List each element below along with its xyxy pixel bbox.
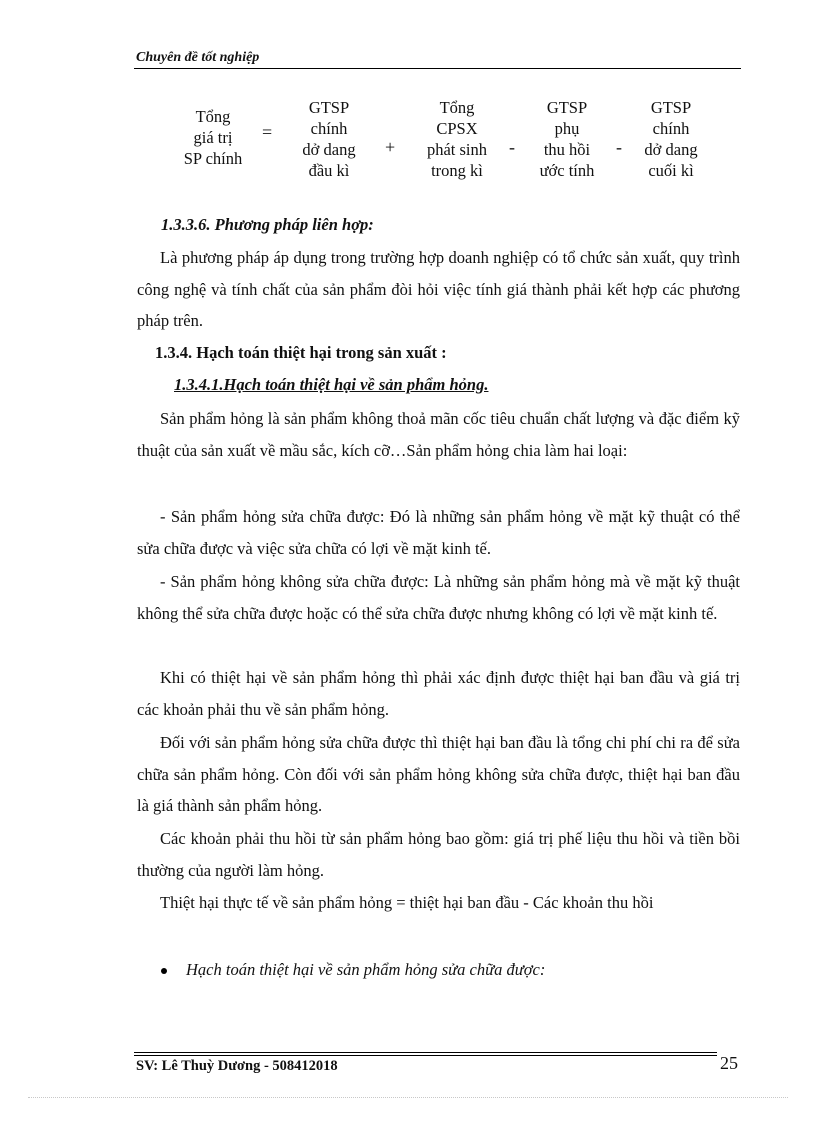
paragraph: - Sản phẩm hỏng không sửa chữa được: Là những sản phẩm hỏng mà về mặt kỹ thuật không thể sửa chữa được hoặc có thể sửa chữa được nhưng không có lợi về mặt kinh tế. [137,572,740,623]
heading-1-3-3-6: 1.3.3.6. Phương pháp liên hợp: [161,215,374,234]
paragraph: Sản phẩm hỏng là sản phẩm không thoả mãn cốc tiêu chuẩn chất lượng và đặc điểm kỹ thuật của sản xuất về mầu sắc, kích cỡ…Sản phẩm hỏng chia làm hai loại: [137,409,740,460]
page-edge-divider [28,1097,788,1098]
paragraph: - Sản phẩm hỏng sửa chữa được: Đó là những sản phẩm hỏng về mặt kỹ thuật có thể sửa chữa được và việc sửa chữa có lợi về mặt kinh tế. [137,507,740,558]
formula-plus: + [385,137,396,157]
formula-term-line: phát sinh [426,140,488,159]
formula-lhs-line: Tổng [195,107,231,126]
formula-term-line: thu hồi [543,140,591,159]
footer-student: SV: Lê Thuỳ Dương - 508412018 [136,1058,338,1074]
formula-term-line: trong kì [431,161,483,180]
formula-term-line: phụ [554,119,580,138]
footer-rule [134,1052,717,1053]
heading-1-3-4: 1.3.4. Hạch toán thiệt hại trong sản xuất : [155,343,447,362]
formula-lhs-line: giá trị [193,128,233,147]
formula-lhs [165,106,261,169]
formula-minus: - [616,137,622,157]
bullet-item: Hạch toán thiệt hại về sản phẩm hỏng sửa chữa được: [186,960,546,979]
paragraph: Các khoản phải thu hồi từ sản phẩm hỏng bao gồm: giá trị phế liệu thu hồi và tiền bồi thường của người làm hỏng. [137,829,740,880]
paragraph: Thiệt hại thực tế về sản phẩm hỏng = thiệt hại ban đầu - Các khoản thu hồi [160,893,654,912]
formula-term-gtsp-dau-ki [284,97,374,181]
formula-term-line: ước tính [539,161,595,180]
formula-lhs-line: SP chính [183,149,243,168]
header-title: Chuyên đề tốt nghiệp [136,50,260,65]
footer-rule [134,1055,717,1056]
paragraph: Là phương pháp áp dụng trong trường hợp doanh nghiệp có tổ chức sản xuất, quy trình công nghệ và tính chất của sản phẩm đòi hỏi việc tính giá thành phải kết hợp các phương pháp trên. [137,248,740,330]
heading-1-3-4-1: 1.3.4.1.Hạch toán thiệt hại về sản phẩm hỏng. [174,375,489,394]
formula-minus: - [509,137,515,157]
formula-term-line: GTSP [308,98,350,117]
formula-term-line: chính [310,119,348,138]
formula-term-line: CPSX [436,119,478,138]
formula-term-line: GTSP [650,98,692,117]
formula-term-gtsp-phu [524,97,610,181]
formula-term-line: chính [652,119,690,138]
formula-equals: = [262,122,273,142]
formula-term-line: cuối kì [648,161,694,180]
formula-term-gtsp-cuoi-ki [626,97,716,181]
formula-term-line: dở dang [644,140,698,159]
formula-term-cpsx [412,97,502,181]
bullet-icon [161,968,167,974]
paragraph: Đối với sản phẩm hỏng sửa chữa được thì thiệt hại ban đầu là tổng chi phí chi ra để sửa chữa sản phẩm hỏng. Còn đối với sản phẩm hỏng không sửa chữa được, thiệt hại ban đầu là giá thành sản phẩm hỏng. [137,733,740,815]
formula-term-line: dở dang [302,140,356,159]
cost-formula [0,0,816,200]
paragraph: Khi có thiệt hại về sản phẩm hỏng thì phải xác định được thiệt hại ban đầu và giá trị các khoản phải thu về sản phẩm hỏng. [137,668,740,719]
formula-term-line: GTSP [546,98,588,117]
page-number: 25 [720,1053,738,1073]
formula-term-line: đầu kì [308,161,350,180]
formula-term-line: Tổng [439,98,475,117]
